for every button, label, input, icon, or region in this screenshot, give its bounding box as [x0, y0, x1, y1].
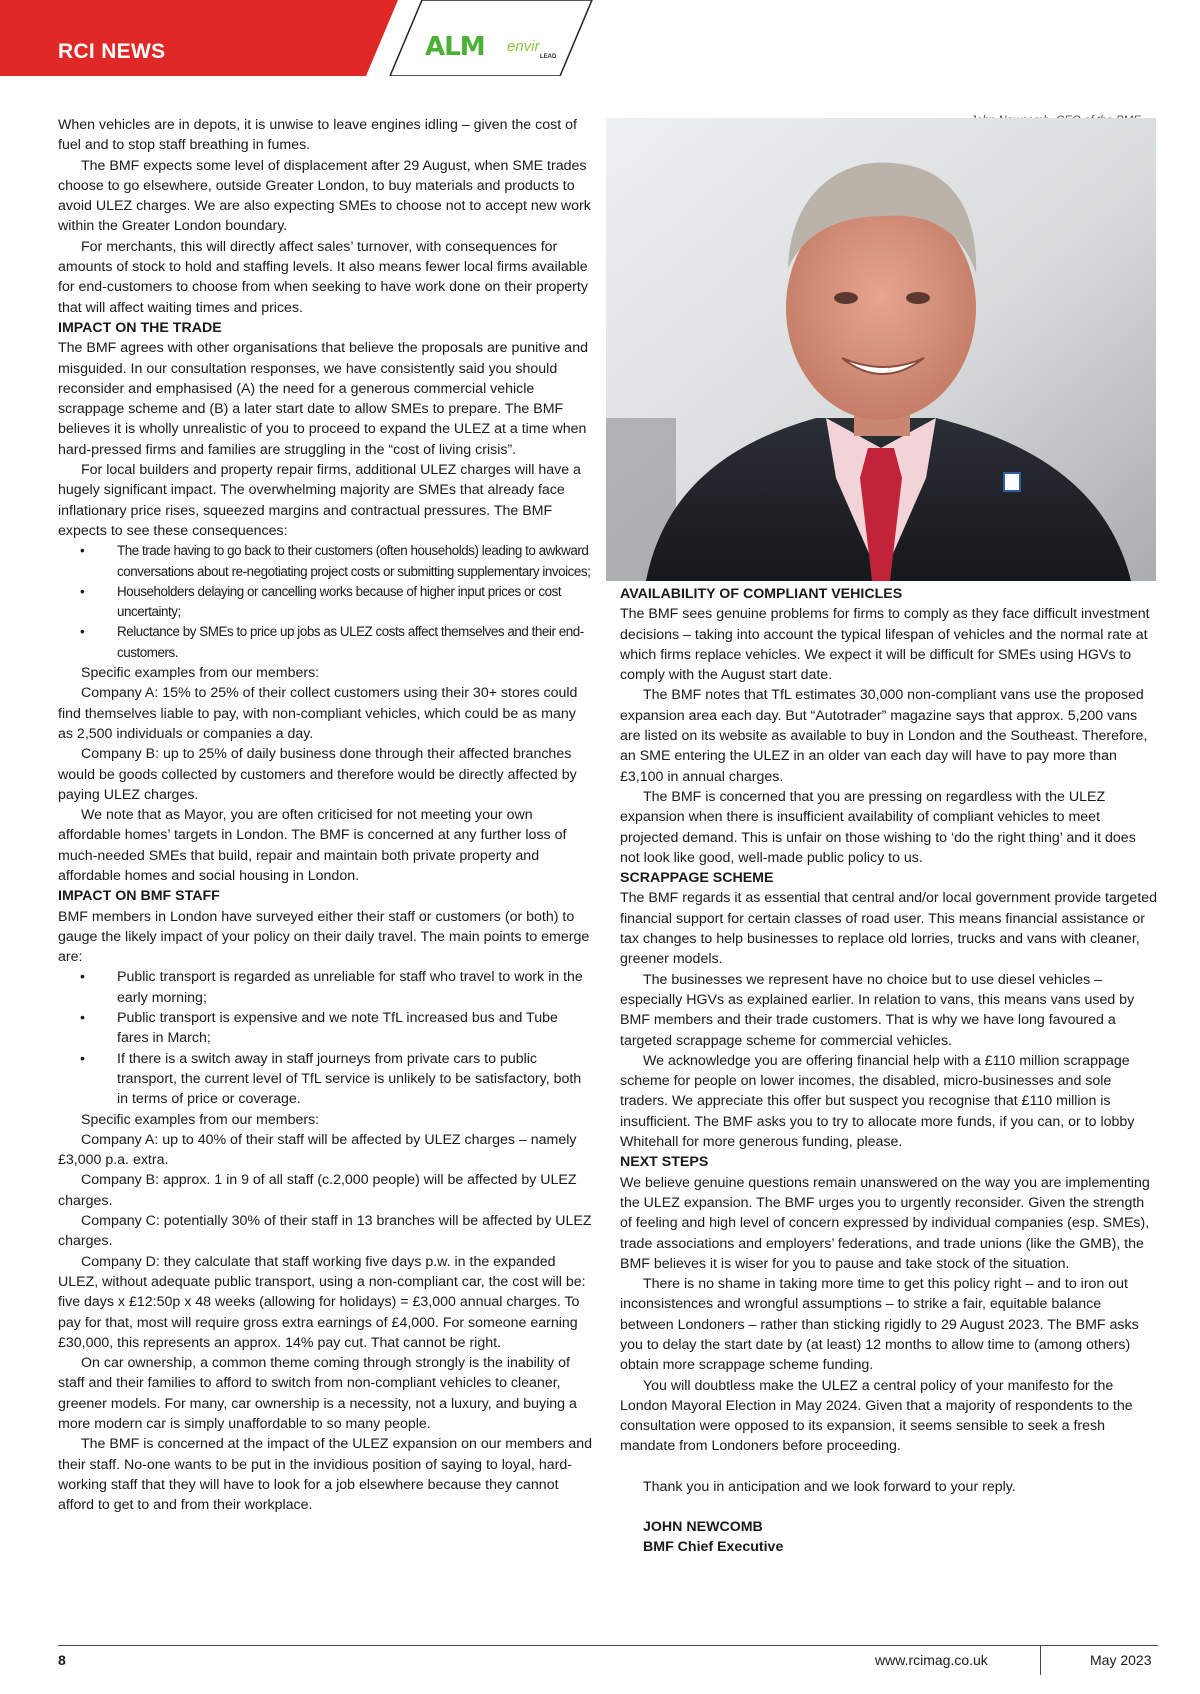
paragraph: There is no shame in taking more time to get this policy right – and to iron out inconsistences and wrongful assumptions – to strike a fair, equitable balance between Londoners – rather than sticking rigidly to 29 August 2023. The BMF asks you to delay the start date by (at least) 12 months to allow time to (among others) obtain more scrappage scheme funding.: [620, 1276, 1139, 1374]
section-title: RCI NEWS: [58, 40, 166, 63]
header-red-block: [0, 0, 398, 76]
right-column: [620, 584, 1158, 1558]
paragraph: You will doubtless make the ULEZ a central policy of your manifesto for the London Mayoral Election in May 2024. Given that a majority of respondents to the consultation were opposed to its expansion, it seems sensible to seek a fresh mandate from Londoners before proceeding.: [620, 1377, 1133, 1455]
portrait-illustration: [606, 118, 1156, 581]
page-number: 8: [58, 1652, 66, 1668]
closing-line: Thank you in anticipation and we look forward to your reply.: [643, 1478, 1016, 1495]
paragraph: The BMF is concerned that you are pressing on regardless with the ULEZ expansion when there is insufficient availability of compliant vehicles to meet projected demand. This is unfair on those wishing to ‘do the right thing’ and it does not look like good, well-made public policy to us.: [620, 788, 1136, 866]
heading-availability: AVAILABILITY OF COMPLIANT VEHICLES: [620, 586, 903, 602]
envirolead-logo-sub: LEAD: [540, 54, 557, 60]
website-link[interactable]: www.rcimag.co.uk: [875, 1652, 988, 1668]
list-item: • Reluctance by SMEs to price up jobs as ULEZ costs affect themselves and their end-customers.: [58, 622, 592, 663]
list-item: • Householders delaying or cancelling works because of higher input prices or cost uncertainty;: [58, 582, 592, 623]
paragraph: For local builders and property repair firms, additional ULEZ charges will have a hugely significant impact. The overwhelming majority are SMEs that already face inflationary price rises, squeezed margins and contractual pressures. The BMF expects to see these consequences:: [58, 462, 581, 539]
list-item: • Public transport is expensive and we note TfL increased bus and Tube fares in March;: [58, 1008, 592, 1049]
paragraph: The BMF notes that TfL estimates 30,000 non-compliant vans use the proposed expansion area each day. But “Autotrader” magazine says that approx. 5,200 vans are listed on its website as available to buy in London and the Southeast. Therefore, an SME entering the ULEZ in an older van each day will have to pay more than £3,100 in annual charges.: [620, 687, 1148, 785]
left-column: [58, 115, 592, 1515]
signature-title: BMF Chief Executive: [643, 1539, 784, 1556]
paragraph: Company C: potentially 30% of their staff in 13 branches will be affected by ULEZ charges.: [58, 1213, 592, 1250]
paragraph: Specific examples from our members:: [81, 1111, 320, 1128]
paragraph: The businesses we represent have no choice but to use diesel vehicles – especially HGVs as explained earlier. In relation to vans, this means vans used by BMF members and their trade customers. That is why we have long favoured a targeted scrappage scheme for commercial vehicles.: [620, 971, 1135, 1049]
heading-impact-trade: IMPACT ON THE TRADE: [58, 319, 222, 336]
lapel-badge: [1004, 473, 1020, 491]
list-item: • Public transport is regarded as unreliable for staff who travel to work in the early morning;: [58, 967, 592, 1008]
right-eye: [906, 292, 930, 304]
paragraph: On car ownership, a common theme coming through strongly is the inability of staff and their families to afford to switch from non-compliant vehicles to cleaner, greener models. For many, car ownership is a necessity, not a luxury, and buying a more modern car is simply unaffordable to so many people.: [58, 1355, 577, 1432]
left-eye: [834, 292, 858, 304]
paragraph: Company B: up to 25% of daily business done through their affected branches would be goods collected by customers and therefore would be directly affected by paying ULEZ charges.: [58, 746, 577, 803]
paragraph: The BMF sees genuine problems for firms to comply as they face difficult investment decisions – taking into account the typical lifespan of vehicles and the normal rate at which firms replace vehicles. We expect it will be difficult for SMEs using HGVs to comply with the August start date.: [620, 606, 1150, 684]
paragraph: The BMF regards it as essential that central and/or local government provide targeted financial support for certain classes of road user. This means financial assistance or tax changes to help businesses to replace old lorries, trucks and vans with cleaner, greener models.: [620, 890, 1158, 968]
heading-next-steps: NEXT STEPS: [620, 1154, 709, 1171]
header-banner: [0, 0, 1200, 76]
paragraph: The BMF is concerned at the impact of the ULEZ expansion on our members and their staff. No-one wants to be put in the invidious position of saying to loyal, hard-working staff that they will have to look for a job elsewhere because they cannot afford to get to and from their workplace.: [58, 1436, 593, 1514]
paragraph: When vehicles are in depots, it is unwise to leave engines idling – given the cost of fuel and to stop staff breathing in fumes.: [58, 117, 577, 154]
paragraph: Company A: up to 40% of their staff will be affected by ULEZ charges – namely £3,000 p.a. extra.: [58, 1131, 577, 1169]
signature-name: JOHN NEWCOMB: [643, 1519, 763, 1536]
paragraph: Company D: they calculate that staff working five days p.w. in the expanded ULEZ, without adequate public transport, using a non-compliant car, the cost will be: five days x £12:50p x 48 weeks (allowing for holidays) = £3,000 annual charges. To pay for that, most will require gross extra earnings of £4,000. For someone earning £30,000, this represents an approx. 14% pay cut. That cannot be right.: [58, 1253, 586, 1351]
issue-date: May 2023: [1090, 1652, 1152, 1668]
list-item: • If there is a switch away in staff journeys from private cars to public transport, the current level of TfL service is unlikely to be satisfactory, both in terms of price or coverage.: [58, 1049, 592, 1110]
envirolead-logo: envir: [507, 38, 540, 55]
paragraph: For merchants, this will directly affect sales’ turnover, with consequences for amounts of stock to hold and staffing levels. It also means fewer local firms available for end-customers to choose from when seeking to have work done on their property that will affect waiting times and prices.: [58, 238, 588, 316]
paragraph: The BMF expects some level of displacement after 29 August, when SME trades choose to go elsewhere, outside Greater London, to buy materials and products to avoid ULEZ charges. We are also expecting SMEs to choose not to accept new work within the Greater London boundary.: [58, 157, 591, 235]
footer-separator: [1040, 1645, 1041, 1675]
portrait-photo: [606, 118, 1156, 581]
list-item: • The trade having to go back to their customers (often households) leading to awkward conversations about re-negotiating project costs or submitting supplementary invoices;: [58, 541, 592, 582]
paragraph: The BMF agrees with other organisations that believe the proposals are punitive and misguided. In our consultation responses, we have consistently said you should reconsider and emphasised (A) the need for a generous commercial vehicle scrappage scheme and (B) a later start date to allow SMEs to prepare. The BMF believes it is wholly unrealistic of you to proceed to expand the ULEZ at a time when hard-pressed firms and families are struggling in the “cost of living crisis”.: [58, 340, 588, 458]
heading-scrappage: SCRAPPAGE SCHEME: [620, 870, 774, 887]
paragraph: Company A: 15% to 25% of their collect customers using their 30+ stores could find themselves liable to pay, with non-compliant vehicles, which could be as many as 2,500 individuals or companies a day.: [58, 685, 578, 742]
paragraph: We acknowledge you are offering financial help with a £110 million scrappage scheme for people on lower incomes, the disabled, micro-businesses and sole traders. We appreciate this offer but suspect you recognise that £110 million is insufficient. The BMF asks you to try to allocate more funds, if you can, or to lobby Whitehall for more generous funding, please.: [620, 1052, 1135, 1151]
paragraph: Specific examples from our members:: [81, 665, 320, 682]
alm-logo: ALM: [425, 32, 485, 62]
heading-impact-staff: IMPACT ON BMF STAFF: [58, 888, 220, 905]
paragraph: BMF members in London have surveyed either their staff or customers (or both) to gauge the likely impact of your policy on their daily travel. The main points to emerge are:: [58, 908, 590, 966]
paragraph: Company B: approx. 1 in 9 of all staff (c.2,000 people) will be affected by ULEZ charges.: [58, 1172, 577, 1209]
header-logo-frame: [390, 0, 592, 76]
paragraph: We note that as Mayor, you are often criticised for not meeting your own affordable homes’ targets in London. The BMF is concerned at any further loss of much-needed SMEs that build, repair and maintain both private property and affordable homes and social housing in London.: [58, 807, 567, 884]
footer-rule: [58, 1645, 1158, 1646]
consequences-list: [58, 541, 592, 663]
paragraph: We believe genuine questions remain unanswered on the way you are implementing the ULEZ expansion. The BMF urges you to urgently reconsider. Given the strength of feeling and high level of concern expressed by individual companies (esp. SMEs), trade associations and employers’ federations, and trade unions (like the GMB), the BMF believes it is wiser for you to pause and take stock of the situation.: [620, 1174, 1150, 1272]
staff-points-list: [58, 967, 592, 1109]
